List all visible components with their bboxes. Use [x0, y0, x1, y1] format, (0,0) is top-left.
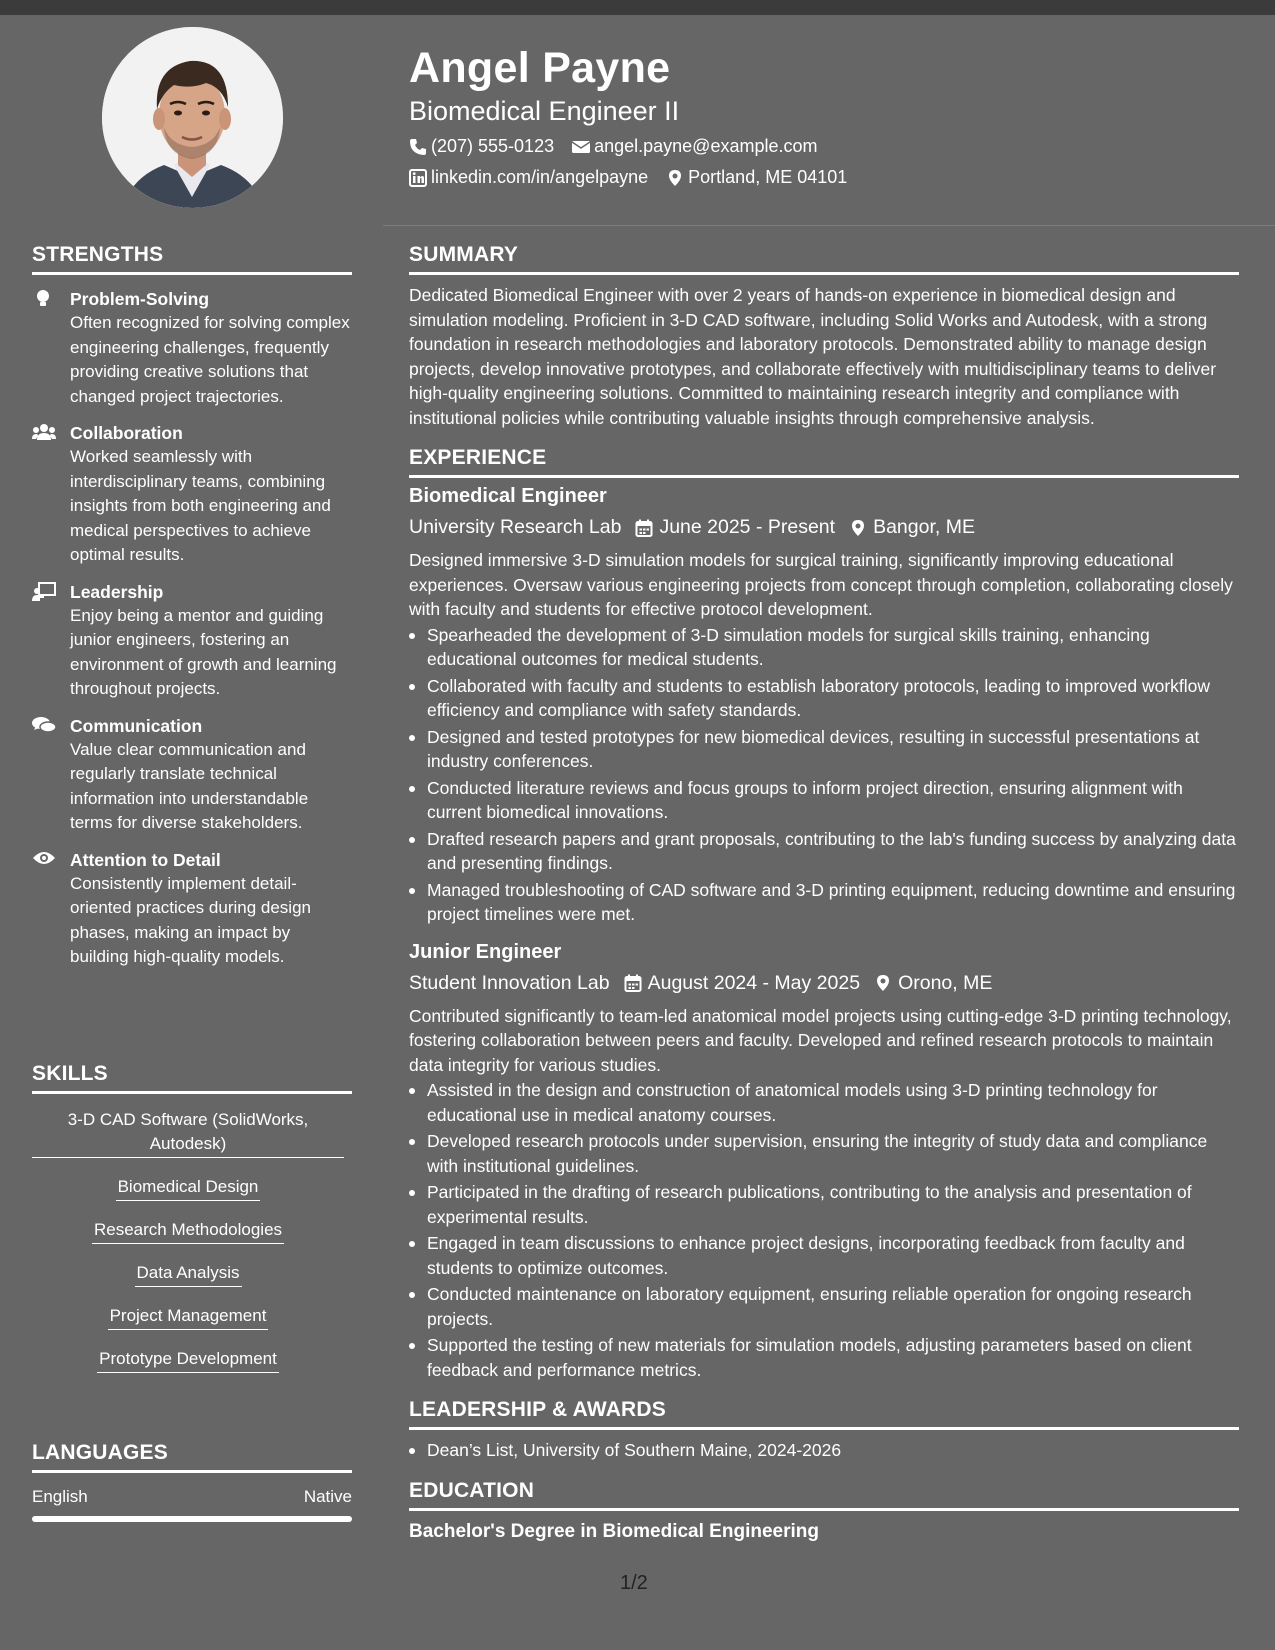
list-item: Assisted in the design and construction of anatomical models using 3-D printing technology for educational use in medical anatomy courses.: [409, 1078, 1239, 1127]
education-degree: Bachelor's Degree in Biomedical Engineering: [409, 1520, 819, 1542]
map-pin-icon: [849, 519, 867, 537]
location-text: Portland, ME 04101: [688, 167, 848, 187]
strength-title: Communication: [70, 715, 203, 736]
skill-item: Biomedical Design: [116, 1175, 261, 1201]
list-item: Conducted literature reviews and focus groups to inform project direction, ensuring alignment with current biomedical innovations.: [409, 776, 1239, 825]
linkedin-link[interactable]: linkedin.com/in/angelpayne: [431, 167, 649, 187]
header-divider: [383, 225, 1275, 226]
strength-item: [32, 580, 352, 702]
experience-heading: EXPERIENCE: [409, 446, 1239, 478]
strengths-heading: STRENGTHS: [32, 243, 352, 275]
job-entry: [409, 941, 1239, 1383]
job-description: Designed immersive 3-D simulation models for surgical training, significantly improving educational experiences. Oversaw various engineering projects from concept through completion, collaborating closely with faculty and students for effective protocol development.: [409, 550, 1233, 619]
eye-icon: [32, 850, 56, 870]
chalkboard-teacher-icon: [32, 582, 56, 602]
education-section: [409, 1479, 1239, 1543]
list-item: Managed troubleshooting of CAD software and 3-D printing equipment, reducing downtime and ensuring project timelines were met.: [409, 878, 1239, 927]
calendar-icon: [624, 974, 642, 992]
strength-title: Leadership: [70, 581, 164, 602]
list-item: Drafted research papers and grant proposals, contributing to the lab's funding success by analyzing data and presenting findings.: [409, 827, 1239, 876]
strength-title: Collaboration: [70, 423, 183, 443]
strength-item: [32, 714, 352, 836]
job-org: University Research Lab: [409, 516, 622, 538]
job-location: Orono, ME: [898, 971, 993, 994]
phone-text: (207) 555-0123: [431, 136, 555, 156]
phone-icon: [409, 138, 427, 156]
candidate-name: Angel Payne: [409, 44, 671, 92]
list-item: Participated in the drafting of research publications, contributing to the analysis and presentation of experimental results.: [409, 1180, 1239, 1229]
education-heading: EDUCATION: [409, 1479, 1239, 1511]
job-dates: August 2024 - May 2025: [647, 971, 861, 994]
users-icon: [32, 423, 56, 443]
avatar: [102, 27, 283, 208]
language-row: [32, 1487, 352, 1507]
skills-heading: SKILLS: [32, 1062, 352, 1094]
job-dates: June 2025 - Present: [659, 516, 836, 538]
language-name: English: [32, 1487, 88, 1506]
skills-section: [32, 1062, 352, 1390]
map-pin-icon: [666, 169, 684, 187]
strength-title: Problem-Solving: [70, 289, 210, 309]
list-item: Dean’s List, University of Southern Maine, 2024-2026: [409, 1438, 1239, 1463]
main-column: [409, 243, 1239, 1543]
languages-heading: LANGUAGES: [32, 1441, 352, 1473]
contact-row-1: [409, 136, 818, 157]
strength-item: [32, 421, 352, 568]
list-item: Developed research protocols under supervision, ensuring the integrity of study data and compliance with institutional guidelines.: [409, 1129, 1239, 1178]
language-proficiency-bar: [32, 1516, 352, 1522]
awards-section: [409, 1398, 1239, 1463]
strength-desc: Consistently implement detail-oriented practices during design phases, making an impact by building high-quality models.: [70, 873, 311, 966]
skill-item: Research Methodologies: [92, 1218, 284, 1244]
strength-item: [32, 287, 352, 409]
job-title: Junior Engineer: [409, 940, 562, 963]
summary-section: [409, 243, 1239, 430]
job-title: Biomedical Engineer: [409, 485, 607, 507]
lightbulb-icon: [32, 289, 56, 309]
calendar-icon: [635, 519, 653, 537]
summary-text: Dedicated Biomedical Engineer with over 2 years of hands-on experience in biomedical design and simulation modeling. Proficient in 3-D CAD software, including Solid Works and Autodesk, with a strong foundation in research methodologies and laboratory protocols. Demonstrated ability to manage design projects, develop innovative prototypes, and collaborate effectively with multidisciplinary teams to deliver high-quality engineering solutions. Committed to maintaining research integrity and compliance with institutional policies while contributing valuable insights through comprehensive analysis.: [409, 285, 1217, 428]
strengths-section: [32, 243, 352, 970]
map-pin-icon: [874, 974, 892, 992]
job-bullets: [409, 623, 1239, 927]
languages-section: [32, 1441, 352, 1522]
strength-title: Attention to Detail: [70, 849, 221, 870]
job-location: Bangor, ME: [873, 516, 975, 538]
list-item: Designed and tested prototypes for new biomedical devices, resulting in successful presentations at industry conferences.: [409, 725, 1239, 774]
job-entry: [409, 485, 1239, 927]
strength-desc: Value clear communication and regularly translate technical information into understandable terms for diverse stakeholders.: [70, 739, 309, 832]
list-item: Conducted maintenance on laboratory equipment, ensuring reliable operation for ongoing research projects.: [409, 1282, 1239, 1331]
language-level: Native: [303, 1487, 352, 1506]
strength-item: [32, 848, 352, 970]
job-org: Student Innovation Lab: [409, 971, 610, 994]
experience-section: [409, 446, 1239, 1382]
skill-list: [32, 1108, 344, 1390]
list-item: Engaged in team discussions to enhance project designs, incorporating feedback from faculty and students to optimize outcomes.: [409, 1231, 1239, 1280]
list-item: Collaborated with faculty and students to establish laboratory protocols, leading to improved workflow efficiency and compliance with safety standards.: [409, 674, 1239, 723]
summary-heading: SUMMARY: [409, 243, 1239, 275]
list-item: Spearheaded the development of 3-D simulation models for surgical skills training, enhancing educational outcomes for medical students.: [409, 623, 1239, 672]
job-bullets: [409, 1078, 1239, 1382]
linkedin-icon: [409, 169, 427, 187]
contact-row-2: [409, 167, 847, 188]
awards-heading: LEADERSHIP & AWARDS: [409, 1398, 1239, 1430]
skill-item: 3-D CAD Software (SolidWorks, Autodesk): [32, 1108, 344, 1158]
skill-item: Prototype Development: [97, 1347, 279, 1373]
list-item: Supported the testing of new materials for simulation models, adjusting parameters based on client feedback and performance metrics.: [409, 1333, 1239, 1382]
skill-item: Project Management: [108, 1304, 269, 1330]
strength-desc: Enjoy being a mentor and guiding junior engineers, fostering an environment of growth and learning throughout projects.: [70, 605, 337, 698]
candidate-title: Biomedical Engineer II: [409, 96, 680, 126]
job-meta: [409, 972, 1239, 995]
comments-icon: [32, 716, 56, 736]
job-meta: [409, 516, 1239, 539]
envelope-icon: [572, 138, 590, 156]
strength-desc: Often recognized for solving complex engineering challenges, frequently providing creative solutions that changed project trajectories.: [70, 313, 350, 406]
top-bar: [0, 0, 1275, 15]
awards-list: [409, 1438, 1239, 1463]
job-description: Contributed significantly to team-led anatomical model projects using cutting-edge 3-D printing technology, fostering collaboration between peers and faculty. Developed and refined research protocols to maintain data integrity for various studies.: [409, 1005, 1232, 1075]
strength-desc: Worked seamlessly with interdisciplinary teams, combining insights from both engineering and medical perspectives to achieve optimal results.: [70, 447, 331, 564]
page-number: 1/2: [620, 1572, 648, 1594]
email-link[interactable]: angel.payne@example.com: [594, 136, 818, 156]
skill-item: Data Analysis: [135, 1261, 242, 1287]
